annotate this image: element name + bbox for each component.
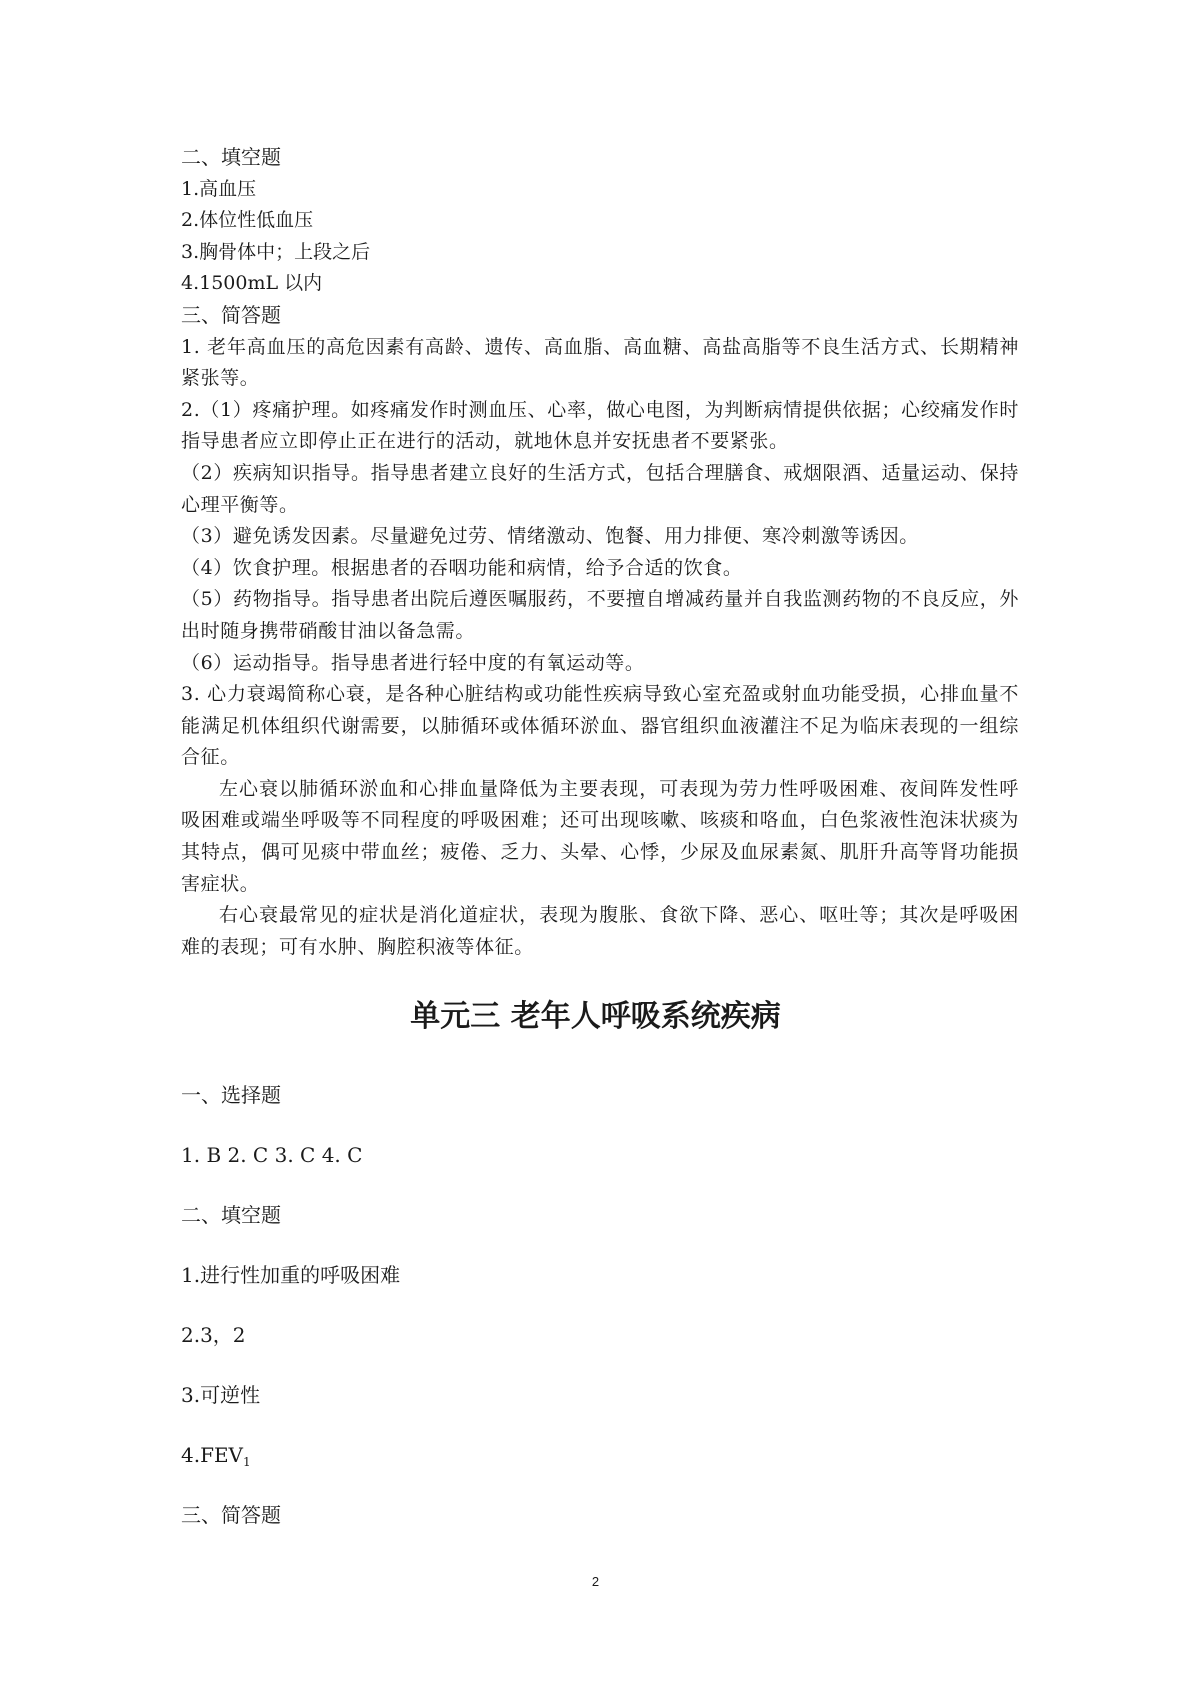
- short-answer-2-item-6: （6）运动指导。指导患者进行轻中度的有氧运动等。: [181, 651, 645, 674]
- unit3-fill-3: 3.可逆性: [181, 1383, 261, 1407]
- unit3-section-short-answer: 三、简答题: [181, 1503, 281, 1527]
- fill-answer-1: 1.高血压: [181, 177, 257, 200]
- unit3-fill-4: [181, 1440, 1019, 1470]
- unit3-section-choice: 一、选择题: [181, 1083, 281, 1107]
- fill-answer-2: 2.体位性低血压: [181, 209, 314, 232]
- section-heading-short-answer: 三、简答题: [181, 302, 281, 327]
- short-answer-2-item-3: （3）避免诱发因素。尽量避免过劳、情绪激动、饱餐、用力排便、寒冷刺激等诱因。: [181, 525, 919, 548]
- upper-answers: [181, 142, 1019, 963]
- section-heading-fill-in: 二、填空题: [181, 145, 281, 169]
- unit3-section-fill-in: 二、填空题: [181, 1203, 281, 1227]
- short-answer-2-item-1: 2.（1）疼痛护理。如疼痛发作时测血压、心率，做心电图，为判断病情提供依据；心绞痛发作时指导患者应立即停止正在进行的活动，就地休息并安抚患者不要紧张。: [181, 398, 1019, 453]
- short-answer-2-item-2: （2）疾病知识指导。指导患者建立良好的生活方式，包括合理膳食、戒烟限酒、适量运动、保持心理平衡等。: [181, 461, 1019, 516]
- short-answer-2-item-5: （5）药物指导。指导患者出院后遵医嘱服药，不要擅自增减药量并自我监测药物的不良反应，外出时随身携带硝酸甘油以备急需。: [181, 588, 1019, 642]
- unit-title: 单元三 老年人呼吸系统疾病: [410, 999, 781, 1034]
- fill-answer-3: 3.胸骨体中；上段之后: [181, 240, 371, 263]
- page-number: 2: [591, 1574, 600, 1589]
- unit3-fill-2: 2.3，2: [181, 1323, 246, 1347]
- short-answer-3: 3. 心力衰竭简称心衰，是各种心脏结构或功能性疾病导致心室充盈或射血功能受损，心排血量不能满足机体组织代谢需要，以肺循环或体循环淤血、器官组织血液灌注不足为临床表现的一组综合征。: [181, 683, 1019, 769]
- unit3-fill-4-subscript: 1: [243, 1455, 251, 1469]
- unit3-choice-answers: 1. B 2. C 3. C 4. C: [181, 1143, 363, 1167]
- unit3-fill-1: 1.进行性加重的呼吸困难: [181, 1263, 401, 1287]
- short-answer-2-item-4: （4）饮食护理。根据患者的吞咽功能和病情，给予合适的饮食。: [181, 556, 743, 579]
- short-answer-3-right-heart: 右心衰最常见的症状是消化道症状，表现为腹胀、食欲下降、恶心、呕吐等；其次是呼吸困难的表现；可有水肿、胸腔积液等体征。: [181, 904, 1019, 958]
- short-answer-1: 1. 老年高血压的高危因素有高龄、遗传、高血脂、高血糖、高盐高脂等不良生活方式、长期精神紧张等。: [181, 335, 1019, 390]
- unit3-fill-4-text: 4.FEV: [181, 1443, 244, 1467]
- short-answer-3-left-heart: 左心衰以肺循环淤血和心排血量降低为主要表现，可表现为劳力性呼吸困难、夜间阵发性呼吸困难或端坐呼吸等不同程度的呼吸困难；还可出现咳嗽、咳痰和咯血，白色浆液性泡沫状痰为其特点，偶可见痰中带血丝；疲倦、乏力、头晕、心悸，少尿及血尿素氮、肌肝升高等肾功能损害症状。: [181, 777, 1019, 895]
- fill-answer-4: 4.1500mL 以内: [181, 272, 323, 295]
